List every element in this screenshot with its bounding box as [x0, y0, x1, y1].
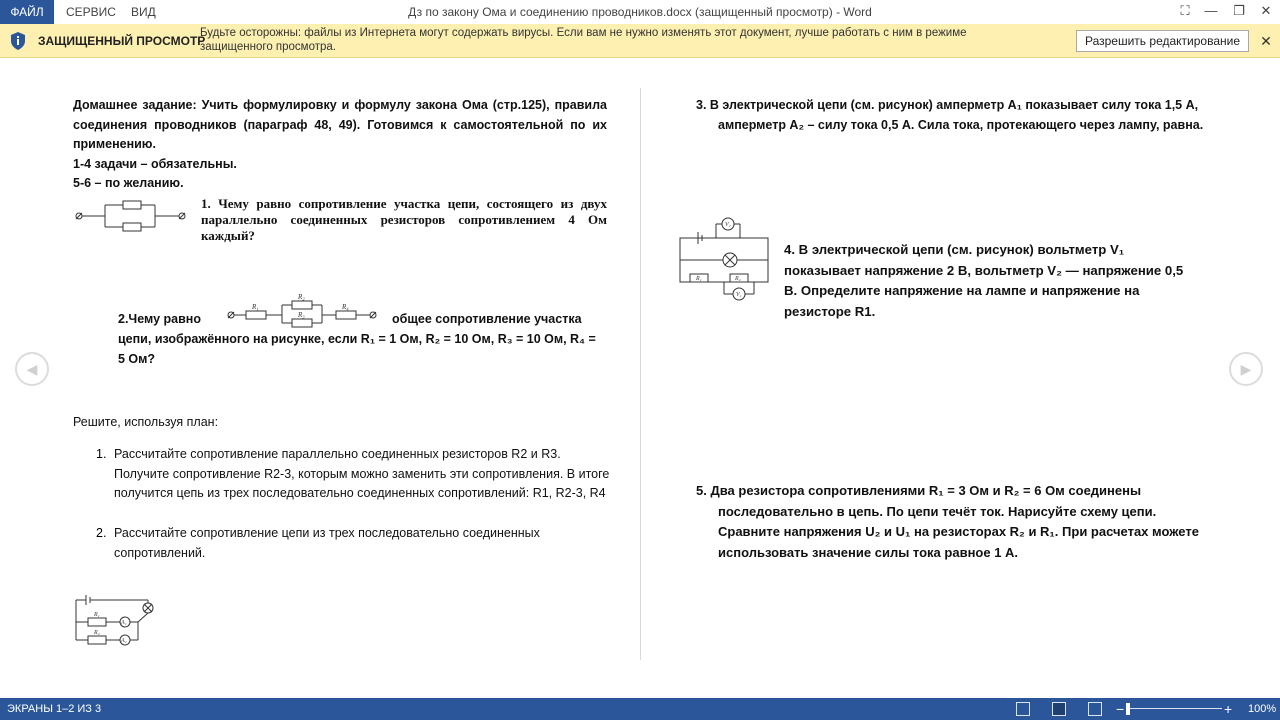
label-task4-r2: R₂	[735, 276, 741, 282]
label-a1: A₁	[121, 620, 127, 626]
task2-text: цепи, изображённого на рисунке, если R₁ = 1 Ом, R₂ = 10 Ом, R₃ = 10 Ом, R₄ = 5 Ом?	[118, 332, 596, 366]
task4-text: 4. В электрической цепи (см. рисунок) вольтметр V₁ показывает напряжение 2 В, вольтметр V₂ — напряжение 0,5 В. Определите напряжение на лампе и напряжение на резисторе R1.	[784, 242, 1184, 319]
page-counter: ЭКРАНЫ 1–2 ИЗ 3	[7, 703, 102, 715]
close-icon[interactable]: ✕	[1260, 33, 1272, 49]
menu-view[interactable]: ВИД	[131, 5, 156, 19]
plan-item-1: Рассчитайте сопротивление параллельно соединенных резисторов R2 и R3. Получите сопротивление R2-3, которым можно заменить эти сопротивления. В итоге получится цепь из трех последовательно соединенных сопротивлений: R1, R2-3, R4	[114, 447, 610, 500]
page-divider	[640, 88, 641, 660]
label-r4: R₄	[342, 303, 349, 311]
optional-tasks: 5-6 – по желанию.	[73, 176, 184, 190]
status-bar	[0, 698, 1280, 720]
label-r3: R₃	[298, 311, 305, 319]
label-task4-r1: R₁	[696, 276, 702, 282]
restore-button[interactable]: ❐	[1233, 3, 1245, 18]
task2-circuit-diagram	[226, 290, 380, 328]
homework-text: Домашнее задание: Учить формулировку и формулу закона Ома (стр.125), правила соединения проводников (параграф 48, 49). Готовимся к самостоятельной по их применению.	[73, 98, 607, 151]
plan-item-2-number: 2.	[96, 526, 107, 540]
title-bar	[0, 0, 1280, 24]
task3-text: 3. В электрической цепи (см. рисунок) амперметр A₁ показывает силу тока 1,5 А, амперметр A₂ – силу тока 0,5 А. Сила тока, протекающего через лампу, равна.	[696, 98, 1204, 132]
next-page-icon[interactable]: ▶	[1229, 352, 1263, 386]
label-r1: R₁	[252, 303, 259, 311]
zoom-slider[interactable]	[1128, 708, 1222, 709]
fullscreen-icon[interactable]: ⛶	[1180, 3, 1190, 18]
label-a2: A₂	[121, 638, 127, 644]
task2-prefix: 2.Чему равно	[118, 312, 201, 326]
document-area	[0, 58, 1280, 698]
label-v2: V₂	[725, 222, 731, 228]
task2-after: общее сопротивление участка	[392, 312, 582, 326]
label-bottom-r2: R₂	[94, 630, 100, 636]
zoom-slider-thumb[interactable]	[1126, 703, 1130, 715]
protected-view-title: ЗАЩИЩЕННЫЙ ПРОСМОТР	[38, 34, 206, 48]
print-layout-icon[interactable]	[1052, 702, 1066, 716]
task1-circuit-diagram	[73, 196, 189, 236]
enable-editing-button[interactable]: Разрешить редактирование	[1076, 30, 1249, 52]
plan-item-2: Рассчитайте сопротивление цепи из трех последовательно соединенных сопротивлений.	[114, 526, 540, 560]
task4-circuit-diagram	[676, 212, 772, 308]
read-mode-icon[interactable]	[1016, 702, 1030, 716]
zoom-level[interactable]: 100%	[1248, 703, 1277, 715]
menu-service[interactable]: СЕРВИС	[66, 5, 116, 19]
required-tasks: 1-4 задачи – обязательны.	[73, 157, 237, 171]
previous-page-icon[interactable]: ◀	[15, 352, 49, 386]
label-bottom-r1: R₁	[94, 612, 100, 618]
zoom-out-button[interactable]: −	[1116, 701, 1125, 717]
minimize-button[interactable]: —	[1204, 3, 1218, 18]
close-window-button[interactable]: ✕	[1260, 3, 1272, 18]
task5-text: 5. Два резистора сопротивлениями R₁ = 3 Ом и R₂ = 6 Ом соединены последовательно в цепь. По цепи течёт ток. Нарисуйте схему цепи. Сравните напряжения U₂ и U₁ на резисторах R₂ и R₁. При расчетах можете использовать значение силы тока равное 1 А.	[696, 483, 1199, 560]
plan-item-1-number: 1.	[96, 447, 107, 461]
label-r2: R₂	[298, 293, 305, 301]
zoom-in-button[interactable]: +	[1224, 701, 1233, 717]
window-title: Дз по закону Ома и соединению проводников.docx (защищенный просмотр) - Word	[408, 5, 872, 19]
plan-intro: Решите, используя план:	[73, 415, 219, 429]
web-layout-icon[interactable]	[1088, 702, 1102, 716]
menu-file[interactable]: ФАЙЛ	[0, 0, 54, 24]
shield-icon	[9, 31, 27, 51]
task1-text: 1. Чему равно сопротивление участка цепи, состоящего из двух параллельно соединенных резисторов сопротивлением 4 Ом каждый?	[201, 196, 607, 243]
label-v1: V₁	[736, 292, 742, 298]
bottom-circuit-diagram	[72, 592, 158, 648]
protected-view-message: Будьте осторожны: файлы из Интернета могут содержать вирусы. Если вам не нужно изменять этот документ, лучше работать с ним в режиме защищенного просмотра.	[200, 27, 967, 53]
protected-view-bar	[0, 24, 1280, 58]
